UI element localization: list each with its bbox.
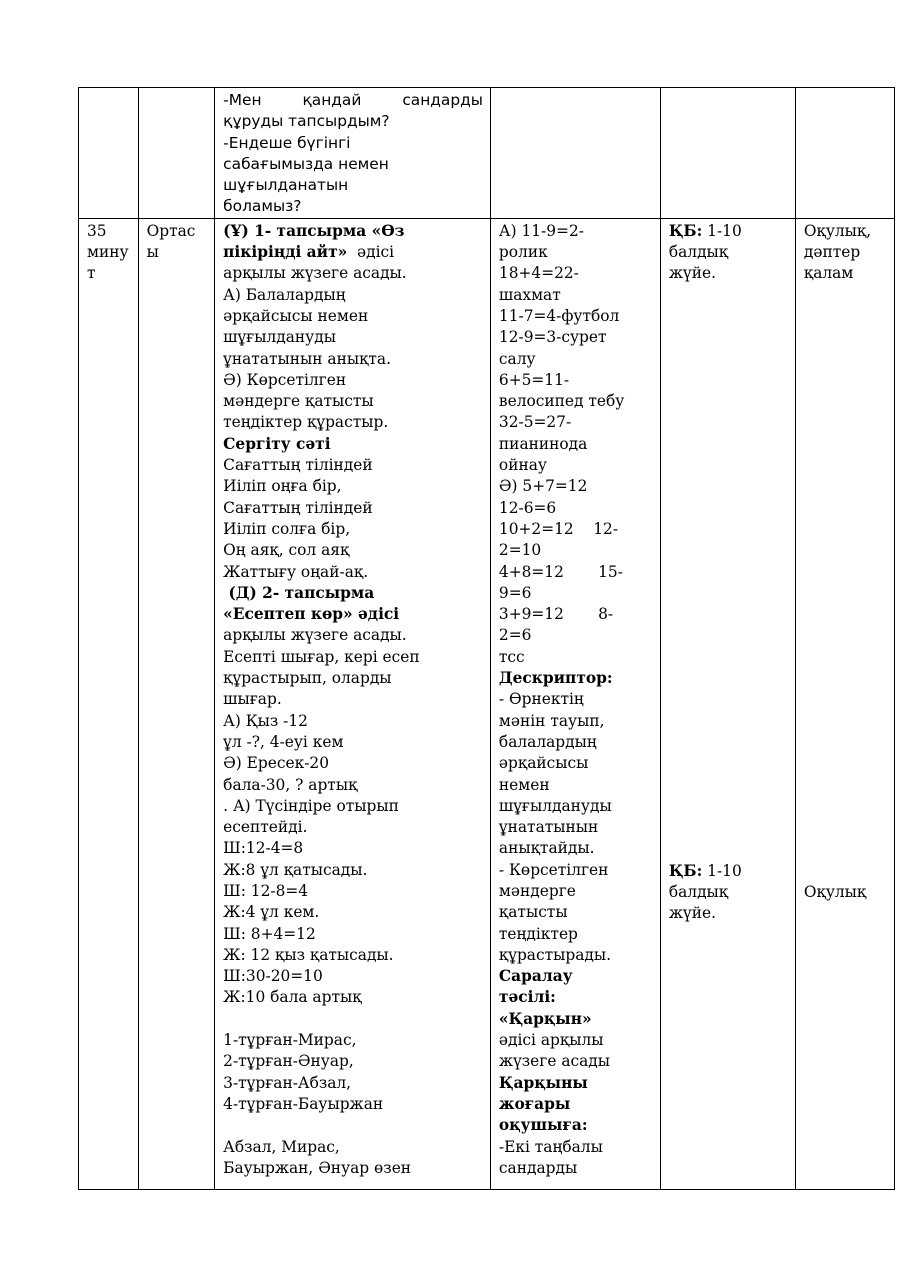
answer-line: 6+5=11- <box>498 370 570 389</box>
answer-line: 9=6 <box>498 583 532 602</box>
assessment-cell-empty <box>660 88 795 219</box>
answer-line: ойнау <box>498 456 547 475</box>
activity-line: Ә) Көрсетілген <box>223 370 347 389</box>
assessment-label: ҚБ: <box>668 861 703 880</box>
descriptor-line: балалардың <box>498 732 597 751</box>
activity-line: . А) Түсіндіре отырып <box>223 796 399 815</box>
activity-line: Ж: 12 қыз қатысады. <box>223 945 394 964</box>
activity-line: Ж:4 ұл кем. <box>223 903 320 922</box>
intro-line: -Мен қандай сандарды <box>223 91 483 109</box>
pace-heading: жоғары <box>498 1094 571 1113</box>
activity-line: Ш:30-20=10 <box>223 967 323 986</box>
answer-line: 2=6 <box>498 626 532 645</box>
activity-line: Ш: 8+4=12 <box>223 924 316 943</box>
activity-line: Ә) Ересек-20 <box>223 754 330 773</box>
activity-line: шығар. <box>223 690 282 709</box>
task1-heading: (Ұ) 1- тапсырма «Өз <box>223 221 405 240</box>
task1-method-name: пікіріңді айт» <box>223 243 348 262</box>
order-line: 3-тұрған-Абзал, <box>223 1073 352 1092</box>
pace-heading: Қарқыны <box>498 1073 588 1092</box>
blank-area <box>669 285 788 861</box>
warmup-heading: Сергіту сәті <box>223 434 331 453</box>
answer-line: пианинода <box>498 434 588 453</box>
activity-line: Ж:10 бала артық <box>223 988 362 1007</box>
descriptor-line: әрқайсысы <box>498 754 589 773</box>
answer-line: ролик <box>498 243 548 262</box>
assessment-line: жүйе. <box>668 904 716 923</box>
table-row-continuation <box>79 88 895 219</box>
descriptor-heading: Дескриптор: <box>498 669 613 688</box>
activity-line: Ш: 12-8=4 <box>223 881 309 900</box>
activity-line: Ж:8 ұл қатысады. <box>223 860 368 879</box>
lesson-plan-table <box>78 87 895 1190</box>
time-text: мину <box>87 243 129 262</box>
activity-line: ұл -?, 4-еуі кем <box>223 732 344 751</box>
resource-line: қалам <box>803 264 854 283</box>
task2-heading: (Д) 2- тапсырма <box>223 583 375 602</box>
descriptor-line: қатысты <box>498 903 568 922</box>
blank-line <box>223 1115 483 1136</box>
task1-method-word: әдісі <box>357 243 395 262</box>
final-line: Бауыржан, Әнуар өзен <box>223 1158 412 1177</box>
resource-line: дәптер <box>803 243 861 262</box>
answer-line: шахмат <box>498 285 561 304</box>
task2-heading-line2: «Есептеп көр» әдісі <box>223 605 400 624</box>
assessment-value: 1-10 <box>702 221 742 240</box>
assessment-line: жүйе. <box>668 264 716 283</box>
order-line: 1-тұрған-Мирас, <box>223 1031 357 1050</box>
activity-line: мәндерге қатысты <box>223 392 374 411</box>
time-text: 35 <box>87 221 107 240</box>
activity-line: әрқайсысы немен <box>223 306 369 325</box>
assessment-line: балдық <box>668 243 729 262</box>
descriptor-line: шұғылдануды <box>498 796 612 815</box>
activity-cell-intro <box>215 88 491 219</box>
activity-line: Ш:12-4=8 <box>223 839 304 858</box>
blank-area <box>804 285 887 882</box>
warmup-line: Оң аяқ, сол аяқ <box>223 541 350 560</box>
activity-line: А) Балалардың <box>223 285 346 304</box>
resources-cell <box>795 218 894 1189</box>
blank-line <box>223 1009 483 1030</box>
descriptor-line: - Өрнектің <box>498 690 584 709</box>
descriptor-line: анықтайды. <box>498 839 595 858</box>
answer-line: Ә) 5+7=12 <box>498 477 588 496</box>
activity-line: теңдіктер құрастыр. <box>223 413 389 432</box>
stage-cell-empty <box>138 88 215 219</box>
warmup-line: Иіліп оңға бір, <box>223 477 342 496</box>
answers-cell <box>490 218 660 1189</box>
intro-line: құруды тапсырдым? <box>223 112 390 131</box>
answer-line: 11-7=4-футбол <box>498 306 620 325</box>
answer-line: тсс <box>498 647 525 666</box>
activity-line: есептейді. <box>223 818 308 837</box>
answer-line: 18+4=22- <box>498 264 579 283</box>
pace-line: -Екі таңбалы <box>498 1137 603 1156</box>
differentiation-heading: тәсілі: <box>498 988 556 1007</box>
assessment-first <box>669 221 788 242</box>
descriptor-line: мәнін тауып, <box>498 711 605 730</box>
answer-line: велосипед тебу <box>498 392 625 411</box>
warmup-line: Сағаттың тіліндей <box>223 498 373 517</box>
time-text: т <box>87 264 96 283</box>
intro-line: сабағымызда немен <box>223 154 389 173</box>
descriptor-line: ұнататынын <box>498 818 599 837</box>
intro-line: -Ендеше бүгінгі <box>223 133 351 152</box>
assessment-cell <box>660 218 795 1189</box>
order-line: 4-тұрған-Бауыржан <box>223 1094 384 1113</box>
answer-line: 2=10 <box>498 541 542 560</box>
answer-line: 10+2=12 12- <box>498 519 619 538</box>
answer-line: 12-9=3-сурет <box>498 328 607 347</box>
activity-line: арқылы жүзеге асады. <box>223 264 407 283</box>
differentiation-line: жүзеге асады <box>498 1052 611 1071</box>
answers-cell-empty <box>490 88 660 219</box>
pace-line: сандарды <box>498 1158 578 1177</box>
answer-line: 3+9=12 8- <box>498 605 614 624</box>
activity-line: А) Қыз -12 <box>223 711 308 730</box>
activity-line: арқылы жүзеге асады. <box>223 626 407 645</box>
resources-cell-empty <box>795 88 894 219</box>
warmup-line: Сағаттың тіліндей <box>223 456 373 475</box>
order-line: 2-тұрған-Әнуар, <box>223 1052 354 1071</box>
time-cell-empty <box>79 88 139 219</box>
descriptor-line: құрастырады. <box>498 945 611 964</box>
answer-line: 12-6=6 <box>498 498 557 517</box>
descriptor-line: немен <box>498 775 550 794</box>
warmup-line: Жаттығу оңай-ақ. <box>223 562 369 581</box>
activity-line: ұнататынын анықта. <box>223 349 392 368</box>
activity-line: шұғылдануды <box>223 328 336 347</box>
answer-line: 32-5=27- <box>498 413 572 432</box>
stage-text: ы <box>146 243 159 262</box>
activity-line: құрастырып, оларды <box>223 669 392 688</box>
differentiation-heading: Саралау <box>498 967 573 986</box>
assessment-line: балдық <box>668 882 729 901</box>
assessment-label: ҚБ: <box>668 221 703 240</box>
pace-heading: оқушыға: <box>498 1116 588 1135</box>
resource-line: Оқулық <box>803 882 867 901</box>
activity-cell <box>215 218 491 1189</box>
intro-line: боламыз? <box>223 197 302 216</box>
assessment-second <box>669 861 788 882</box>
differentiation-line: әдісі арқылы <box>498 1031 604 1050</box>
answer-line: салу <box>498 349 536 368</box>
table-row-middle-stage <box>79 218 895 1189</box>
answer-line: 4+8=12 15- <box>498 562 623 581</box>
activity-line: бала-30, ? артық <box>223 775 358 794</box>
descriptor-line: теңдіктер <box>498 924 578 943</box>
stage-cell <box>138 218 215 1189</box>
warmup-line: Иіліп солға бір, <box>223 519 351 538</box>
activity-line: Есепті шығар, кері есеп <box>223 647 420 666</box>
time-cell <box>79 218 139 1189</box>
differentiation-heading: «Қарқын» <box>498 1009 592 1028</box>
intro-line: шұғылданатын <box>223 176 349 195</box>
descriptor-line: мәндерге <box>498 881 576 900</box>
answer-line: А) 11-9=2- <box>498 221 584 240</box>
task1-heading-line2 <box>223 242 483 263</box>
stage-text: Ортас <box>146 221 196 240</box>
final-line: Абзал, Мирас, <box>223 1137 340 1156</box>
resource-line: Оқулық, <box>803 221 872 240</box>
assessment-value: 1-10 <box>702 861 742 880</box>
descriptor-line: - Көрсетілген <box>498 860 609 879</box>
